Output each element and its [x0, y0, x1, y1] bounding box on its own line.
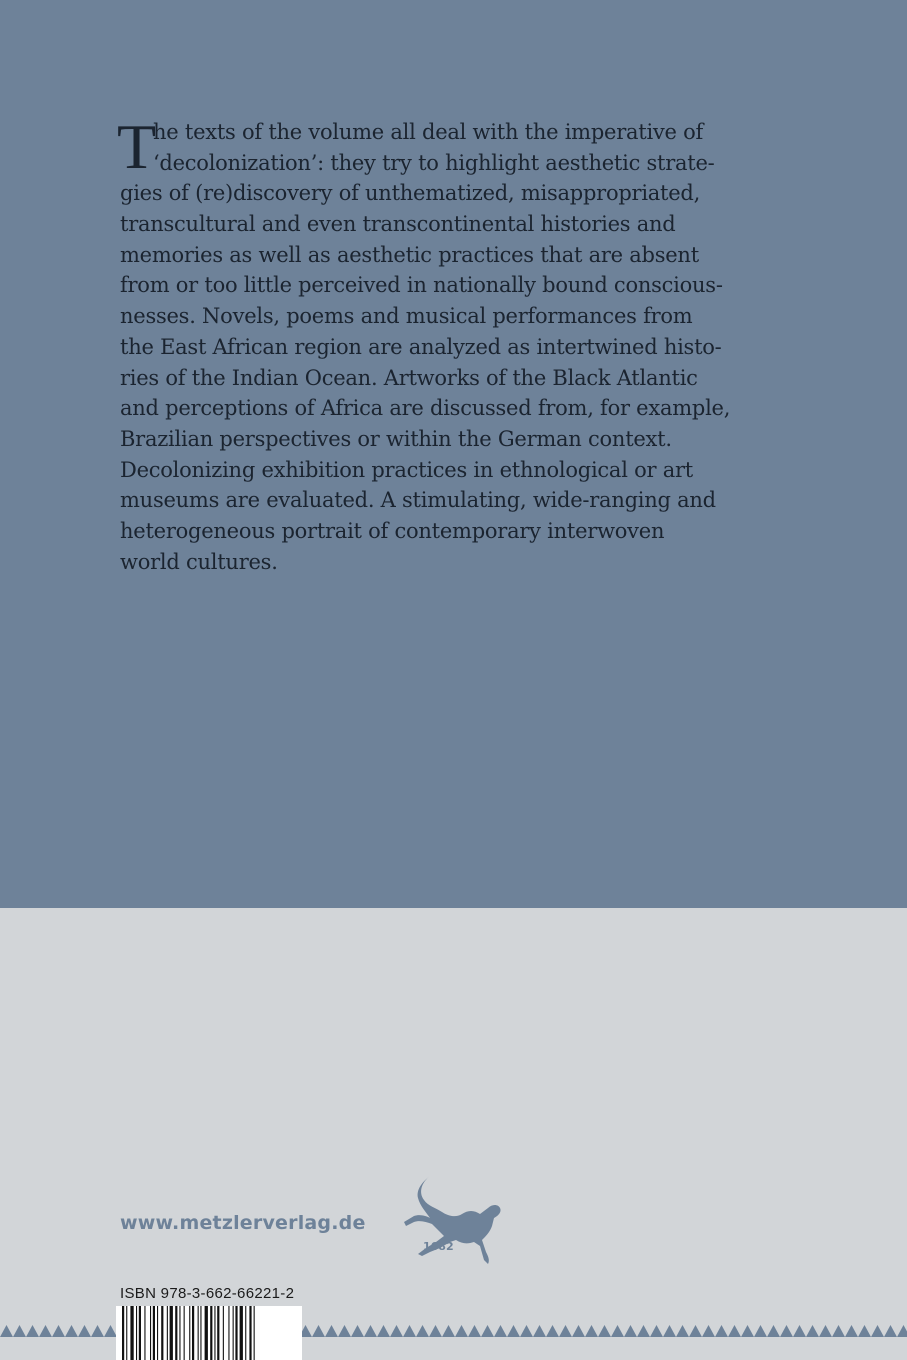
blurb-line: Decolonizing exhibition practices in ethnological or art — [120, 457, 693, 482]
blurb-line: world cultures. — [120, 549, 278, 574]
blurb-line: gies of (re)discovery of unthematized, misappropriated, — [120, 181, 701, 206]
drop-cap: T — [117, 111, 156, 182]
blurb-line: nesses. Novels, poems and musical performances from — [120, 304, 693, 329]
blurb-line-text: ‘decolonization’: they try to highlight aesthetic strate- — [153, 150, 715, 175]
blurb-text — [117, 111, 731, 577]
blurb-line: from or too little perceived in nationally bound conscious- — [120, 273, 723, 298]
logo-year: 1682 — [423, 1240, 454, 1253]
isbn-label: ISBN 978-3-662-66221-2 — [120, 1285, 295, 1302]
blurb-line: transcultural and even transcontinental histories and — [120, 212, 676, 237]
horse-icon — [400, 1170, 510, 1270]
blurb-line: ries of the Indian Ocean. Artworks of the Black Atlantic — [120, 365, 698, 390]
blurb-line — [120, 148, 725, 179]
blurb-line: memories as well as aesthetic practices that are absent — [120, 242, 699, 267]
blurb-line-text: he texts of the volume all deal with the imperative of — [153, 120, 704, 144]
blurb-line: museums are evaluated. A stimulating, wide-ranging and — [120, 488, 716, 513]
publisher-website: www.metzlerverlag.de — [120, 1212, 366, 1234]
blurb-line: and perceptions of Africa are discussed from, for example, — [120, 396, 731, 421]
blurb-line: Brazilian perspectives or within the German context. — [120, 426, 672, 451]
barcode — [116, 1306, 302, 1360]
blurb-line: heterogeneous portrait of contemporary interwoven — [120, 518, 665, 543]
blurb-line: the East African region are analyzed as intertwined histo- — [120, 334, 722, 359]
